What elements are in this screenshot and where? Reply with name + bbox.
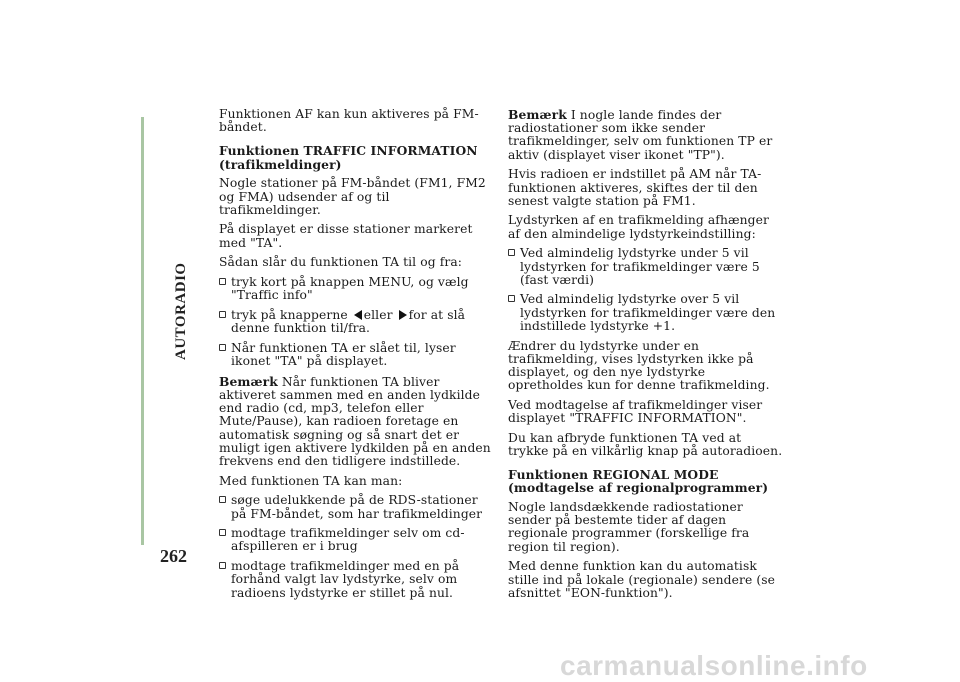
note bbox=[508, 108, 783, 162]
list-item bbox=[219, 309, 494, 335]
list-item-text: for at slå denne funktion til/fra. bbox=[231, 307, 466, 336]
checkbox-bullet-icon bbox=[219, 344, 226, 351]
note bbox=[219, 375, 494, 468]
paragraph: Nogle stationer på FM-båndet (FM1, FM2 og FMA) udsender af og til trafikmeldinger. bbox=[219, 176, 486, 217]
page-frame-line bbox=[141, 117, 144, 545]
paragraph: Nogle landsdækkende radiostationer sender på bestemte tider af dagen regionale programmer (forskellige fra region til region). bbox=[508, 500, 750, 554]
list-item bbox=[219, 276, 494, 302]
paragraph: Ændrer du lydstyrke under en trafikmelding, vises lydstyrken ikke på displayet, og den nye lydstyrke opretholdes kun for denne trafikmelding. bbox=[508, 338, 770, 393]
list-item-text: modtage trafikmeldinger selv om cd-afspilleren er i brug bbox=[231, 526, 465, 554]
paragraph: Lydstyrken af en trafikmelding afhænger af den almindelige lydstyrkeindstilling: bbox=[508, 213, 769, 241]
checkbox-bullet-icon bbox=[219, 311, 226, 318]
right-arrow-icon bbox=[399, 310, 407, 320]
page-number: 262 bbox=[160, 546, 187, 566]
paragraph: Med funktionen TA kan man: bbox=[219, 473, 403, 488]
note-text: I nogle lande findes der radiostationer som ikke sender trafikmeldinger, selv om funktionen TP er aktiv (displayet viser ikonet "TP"). bbox=[508, 108, 773, 162]
list-item bbox=[219, 527, 494, 553]
paragraph: På displayet er disse stationer markeret med "TA". bbox=[219, 222, 473, 250]
list-item bbox=[219, 494, 494, 520]
left-arrow-icon bbox=[354, 310, 362, 320]
list-item bbox=[219, 560, 494, 600]
paragraph: Sådan slår du funktionen TA til og fra: bbox=[219, 255, 463, 270]
list-item-text: søge udelukkende på de RDS-stationer på FM-båndet, som har trafikmeldinger bbox=[231, 493, 483, 521]
left-column bbox=[219, 108, 494, 606]
checkbox-bullet-icon bbox=[219, 278, 226, 285]
list-item bbox=[508, 247, 783, 287]
list-item-text: Når funktionen TA er slået til, lyser ikonet "TA" på displayet. bbox=[231, 340, 456, 369]
list-item-text: Ved almindelig lydstyrke under 5 vil lydstyrken for trafikmeldinger være 5 (fast værdi) bbox=[520, 246, 760, 287]
checkbox-bullet-icon bbox=[219, 496, 226, 503]
watermark: carmanualsonline.info bbox=[560, 650, 868, 681]
list-item bbox=[508, 293, 783, 333]
paragraph: Med denne funktion kan du automatisk stille ind på lokale (regionale) sendere (se afsnittet "EON-funktion"). bbox=[508, 559, 776, 600]
checkbox-bullet-icon bbox=[219, 562, 226, 569]
section-label: AUTORADIO bbox=[173, 262, 189, 360]
paragraph: Ved modtagelse af trafikmeldinger viser displayet "TRAFFIC INFORMATION". bbox=[508, 397, 763, 426]
paragraph: Hvis radioen er indstillet på AM når TA-funktionen aktiveres, skiftes der til den senest valgte station på FM1. bbox=[508, 167, 762, 208]
right-column bbox=[508, 108, 783, 607]
checkbox-bullet-icon bbox=[508, 295, 515, 302]
list-item-text: modtage trafikmeldinger med en på forhånd valgt lav lydstyrke, selv om radioens lydstyrke er stillet på nul. bbox=[231, 559, 460, 600]
note-label: Bemærk bbox=[508, 107, 567, 122]
list-item-text: tryk på knapperne bbox=[231, 307, 348, 322]
section-heading: Funktionen REGIONAL MODE (modtagelse af regionalprogrammer) bbox=[508, 467, 769, 496]
list-item-text: tryk kort på knappen MENU, og vælg "Traffic info" bbox=[231, 275, 469, 303]
paragraph: Funktionen AF kan kun aktiveres på FM-båndet. bbox=[219, 107, 479, 135]
section-heading: Funktionen TRAFFIC INFORMATION (trafikmeldinger) bbox=[219, 143, 478, 172]
checkbox-bullet-icon bbox=[508, 249, 515, 256]
paragraph: Du kan afbryde funktionen TA ved at trykke på en vilkårlig knap på autoradioen. bbox=[508, 430, 783, 458]
note-text: Når funktionen TA bliver aktiveret sammen med en anden lydkilde end radio (cd, mp3, telefon eller Mute/Pause), kan radioen foretage en automatisk søgning og så snart det er muligt igen aktivere lydkilden på en anden frekvens end den tidligere indstillede. bbox=[219, 374, 491, 468]
checkbox-bullet-icon bbox=[219, 529, 226, 536]
list-item-text: Ved almindelig lydstyrke over 5 vil lydstyrken for trafikmeldinger være den indstillede lydstyrke +1. bbox=[520, 292, 776, 333]
note-label: Bemærk bbox=[219, 373, 278, 389]
list-item-text: eller bbox=[363, 307, 393, 322]
list-item bbox=[219, 342, 494, 368]
